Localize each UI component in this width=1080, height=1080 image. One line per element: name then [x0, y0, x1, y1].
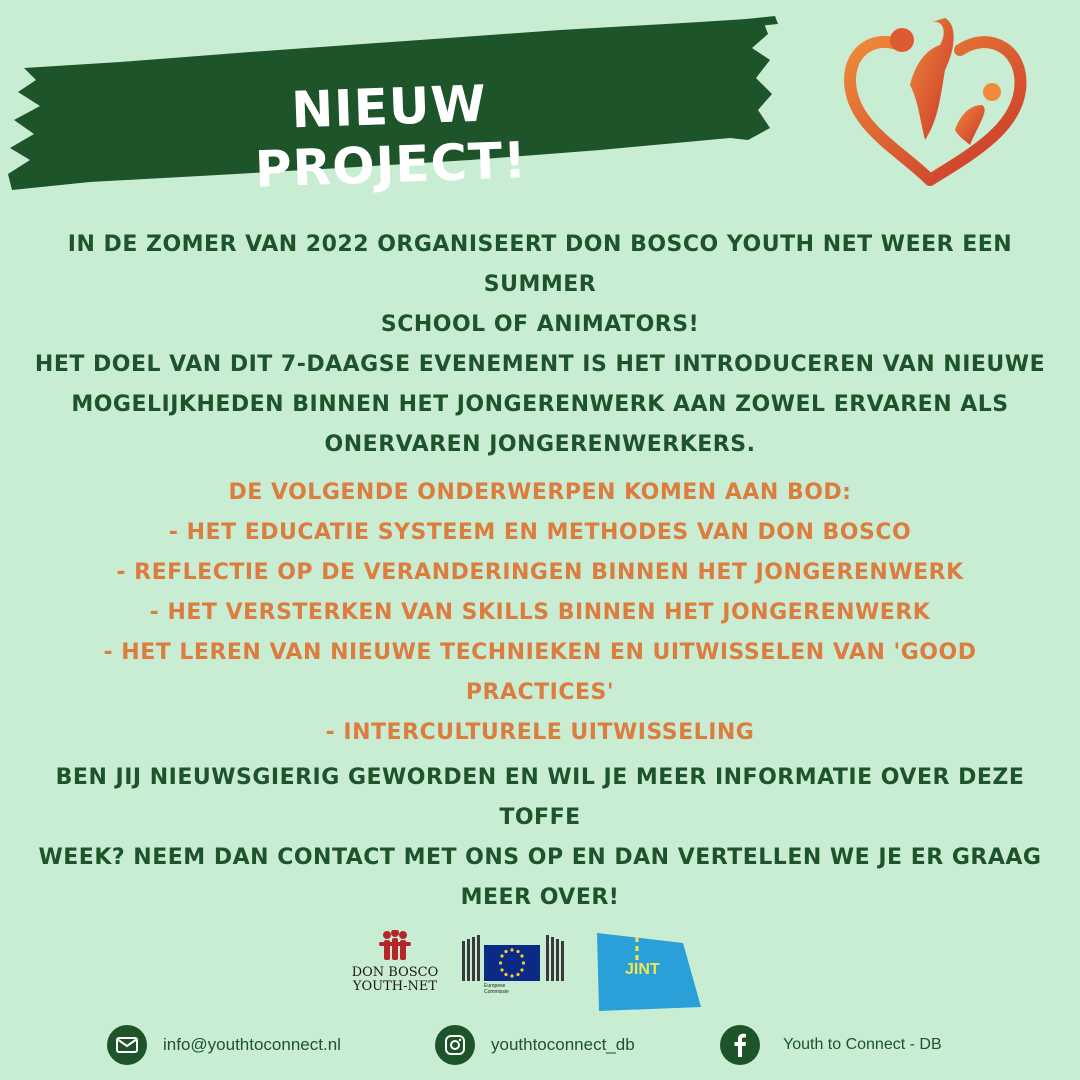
figures-icon [375, 930, 415, 962]
intro-paragraph [30, 225, 1050, 465]
closing-line: BEN JIJ NIEUWSGIERIG GEWORDEN EN WIL JE MEER INFORMATIE OVER DEZE TOFFE [55, 765, 1025, 830]
intro-line: IN DE ZOMER VAN 2022 ORGANISEERT DON BOSCO YOUTH NET WEER EEN SUMMER [67, 232, 1013, 297]
intro-line: SCHOOL OF ANIMATORS! [380, 312, 700, 337]
ec-line1: Europese [484, 983, 506, 989]
topic-item: - HET LEREN VAN NIEUWE TECHNIEKEN EN UITWISSELEN VAN 'GOOD PRACTICES' [103, 640, 977, 705]
ec-building-icon [462, 935, 566, 985]
topic-item: - HET VERSTERKEN VAN SKILLS BINNEN HET JONGERENWERK [149, 600, 931, 625]
facebook-page[interactable]: Youth to Connect - DB [783, 1036, 942, 1053]
topic-item: - REFLECTIE OP DE VERANDERINGEN BINNEN HET JONGERENWERK [116, 560, 964, 585]
intro-line: MOGELIJKHEDEN BINNEN HET JONGERENWERK AAN ZOWEL ERVAREN ALS [71, 392, 1009, 417]
page-title: NIEUW PROJECT! [254, 74, 528, 199]
topics-heading: DE VOLGENDE ONDERWERPEN KOMEN AAN BOD: [228, 480, 852, 505]
don-bosco-youth-net-logo [340, 930, 450, 1002]
instagram-handle[interactable]: youthtoconnect_db [491, 1035, 635, 1054]
intro-line: HET DOEL VAN DIT 7-DAAGSE EVENEMENT IS HET INTRODUCEREN VAN NIEUWE [34, 352, 1046, 377]
topic-item: - HET EDUCATIE SYSTEEM EN METHODES VAN DON BOSCO [168, 520, 912, 545]
instagram-icon [435, 1025, 475, 1065]
ec-line2: Commissie [484, 989, 509, 995]
heart-figures-logo [830, 10, 1040, 195]
jint-label: JINT [625, 961, 660, 978]
closing-line: MEER OVER! [460, 885, 620, 910]
european-commission-logo [462, 935, 566, 1011]
contact-facebook[interactable] [720, 1025, 942, 1065]
topic-item: - INTERCULTURELE UITWISSELING [325, 720, 755, 745]
dbyn-line2: YOUTH-NET [352, 979, 438, 994]
topics-list [30, 473, 1050, 753]
intro-line: ONERVAREN JONGERENWERKERS. [324, 432, 756, 457]
closing-paragraph [30, 758, 1050, 918]
mail-icon [107, 1025, 147, 1065]
title-banner [0, 0, 780, 210]
contact-email[interactable] [107, 1025, 341, 1065]
partner-logos [340, 930, 720, 1010]
contact-instagram[interactable] [435, 1025, 635, 1065]
closing-line: WEEK? NEEM DAN CONTACT MET ONS OP EN DAN VERTELLEN WE JE ER GRAAG [38, 845, 1042, 870]
dbyn-line1: DON BOSCO [351, 965, 439, 980]
facebook-icon [720, 1025, 760, 1065]
email-address[interactable]: info@youthtoconnect.nl [163, 1035, 341, 1054]
jint-logo [595, 933, 705, 1011]
